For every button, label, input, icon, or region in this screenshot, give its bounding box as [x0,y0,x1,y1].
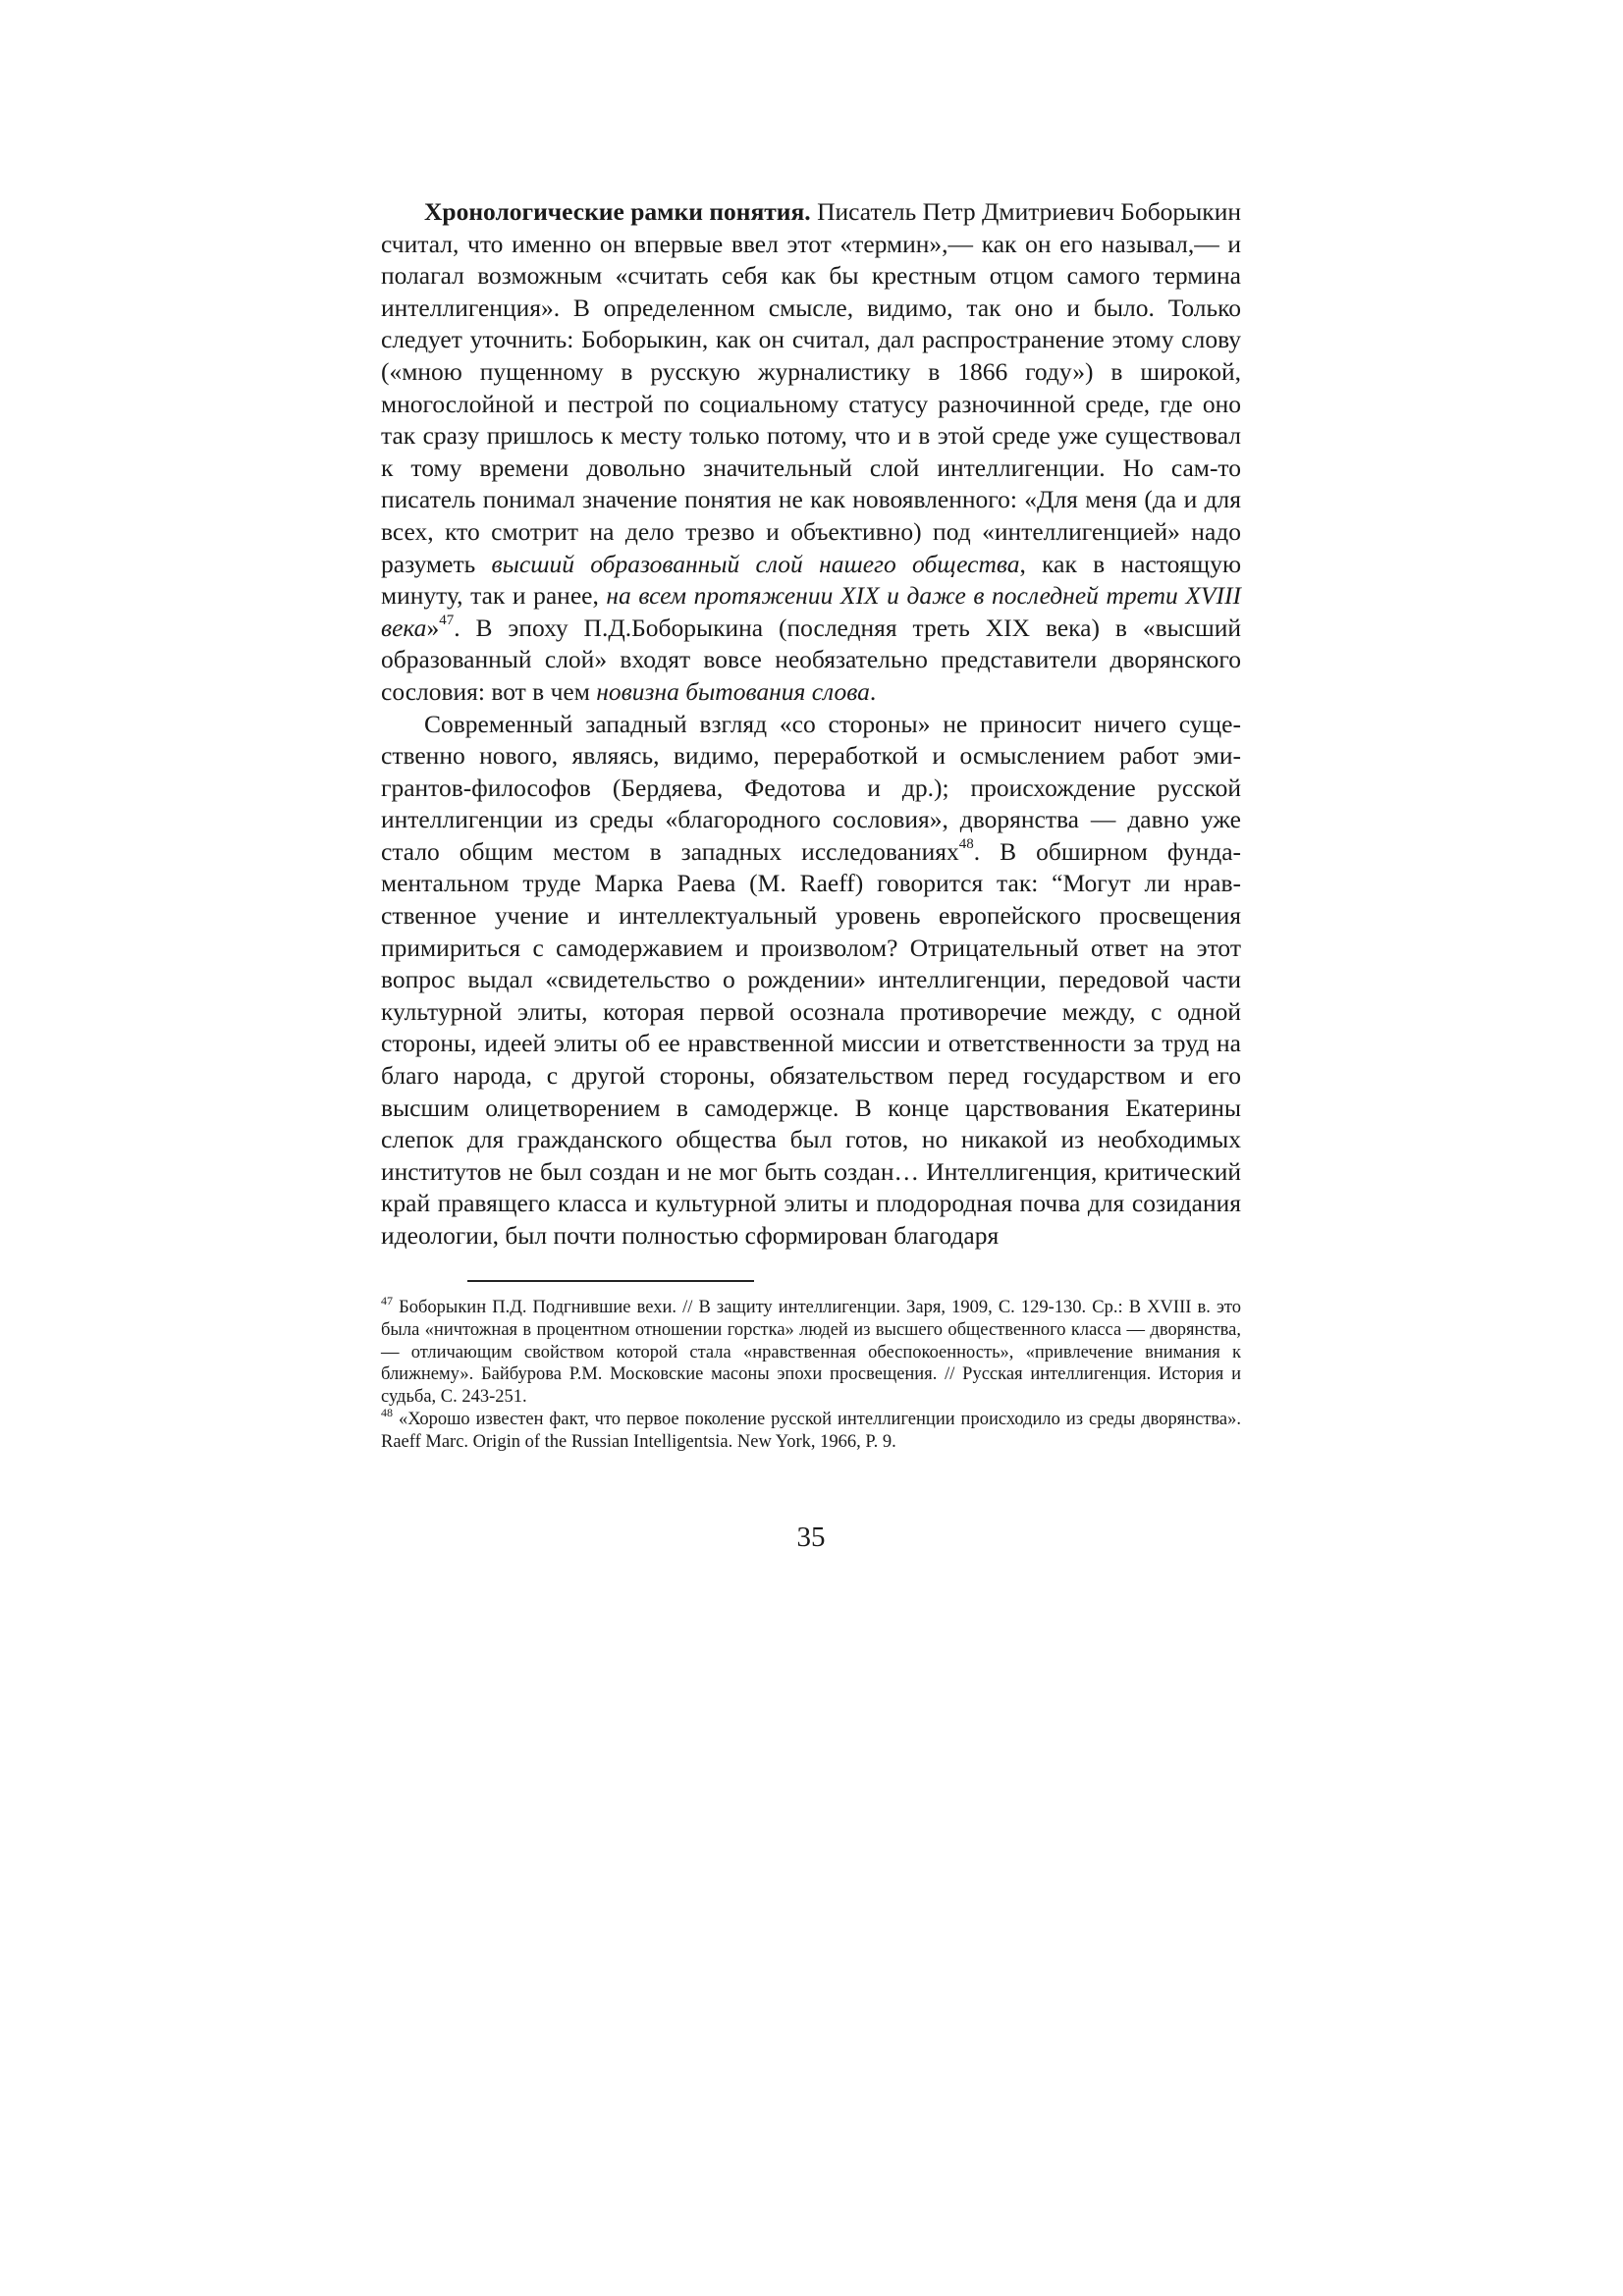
footnote-number: 47 [381,1293,393,1308]
text-run: Писатель Петр Дмитриевич Боборыкин считал, что именно он впервые ввел этот «термин»,— как он его называл,— и полагал возможным «считать себя как бы крестным отцом самого термина интеллигенция». В определенном смысле, видимо, так оно и было. Только следует уточнить: Боборыкин, как он считал, дал распространение этому слову («мною пущенному в русскую журналистику в 1866 году») в широкой, многослойной и пестрой по социальному статусу разночинной среде, где оно так сразу пришлось к месту только потому, что и в этой среде уже существовал к тому времени довольно значительный слой интеллигенции. Но сам-то писатель понимал значение понятия не как новоявленного: «Для меня (да и для всех, кто смотрит на дело трезво и объективно) под «интеллигенцией» надо разуметь [381,197,1241,578]
footnote-47 [381,1293,1241,1409]
footnote-divider [467,1280,754,1282]
footnote-text: Боборыкин П.Д. Подгнившие вехи. // В защиту интеллигенции. Заря, 1909, С. 129-130. Ср.: В XVIII в. это была «ничтожная в процентном отношении горстка» людей из высшего общественного класса — дворянства,— отличающим свойством которой стала «нравственная обеспокоенность», «привлечение внимания к ближнему». Байбурова Р.М. Московские масоны эпохи просвещения. // Русская интеллигенция. История и судьба, С. 243-251. [381,1298,1241,1408]
footnote-ref-47: 47 [439,613,455,629]
footnote-48 [381,1405,1241,1454]
text-run: . В обширном фундаментальном труде Марка Раева (M. Raeff) говорится так: “Могут ли нравственное учение и интеллектуальный уровень европейского просвещения примириться с самодержавием и произволом? Отрицательный ответ на этот вопрос выдал «свидетельство о рождении» интеллигенции, передовой части культурной элиты, которая первой осознала противоречие между, с одной стороны, идеей элиты об ее нравственной миссии и ответственности за труд на благо народа, с другой стороны, обязательством перед государством и его высшим олицетворением в самодержце. В конце царствования Екатерины слепок для гражданского общества был готов, но никакой из необходимых институтов не был создан и не мог быть создан… Интеллигенция, критический край правящего класса и культурной элиты и плодородная почва для созидания идеологии, был почти полностью сформирован благодаря [381,836,1242,1250]
footnotes [381,1293,1241,1454]
book-page [381,196,1242,1553]
page-number: 35 [796,1522,826,1553]
main-text [381,196,1241,1253]
italic-run: новизна бытования слова [596,676,870,706]
text-run: . В эпоху П.Д.Боборыкина (последняя треть XIX века) в «высший образованный слой» входят вовсе необязательно представители дворянского сословия: вот в чем [381,613,1241,706]
text-run: » [426,613,440,642]
paragraph-1 [381,196,1241,709]
paragraph-2 [381,709,1241,1253]
text-run: . [869,676,877,706]
text-run: , как в настоящую минуту, так и ранее, [381,549,1241,611]
footnote-text: «Хорошо известен факт, что первое поколение русской интеллигенции происходило из среды дворянства». Raeff Marc. Origin of the Russian Intelligentsia. New York, 1966, P. 9. [381,1409,1241,1452]
footnote-number: 48 [381,1405,393,1419]
section-heading: Хронологические рамки понятия. [424,197,811,226]
footnote-ref-48: 48 [958,836,974,853]
italic-run: высший образованный слой нашего общества [491,549,1020,578]
italic-run: на всем протяжении XIX и даже в последней трети XVIII века [381,581,1241,642]
text-run: Современный западный взгляд «со стороны» не приносит ничего существенно нового, являясь, видимо, переработкой и осмыслением работ эмигрантов-философов (Бердяева, Федотова и др.); происхождение русской интеллигенции из среды «благородного сословия», дворянства — давно уже стало общим местом в западных исследованиях [381,709,1241,866]
